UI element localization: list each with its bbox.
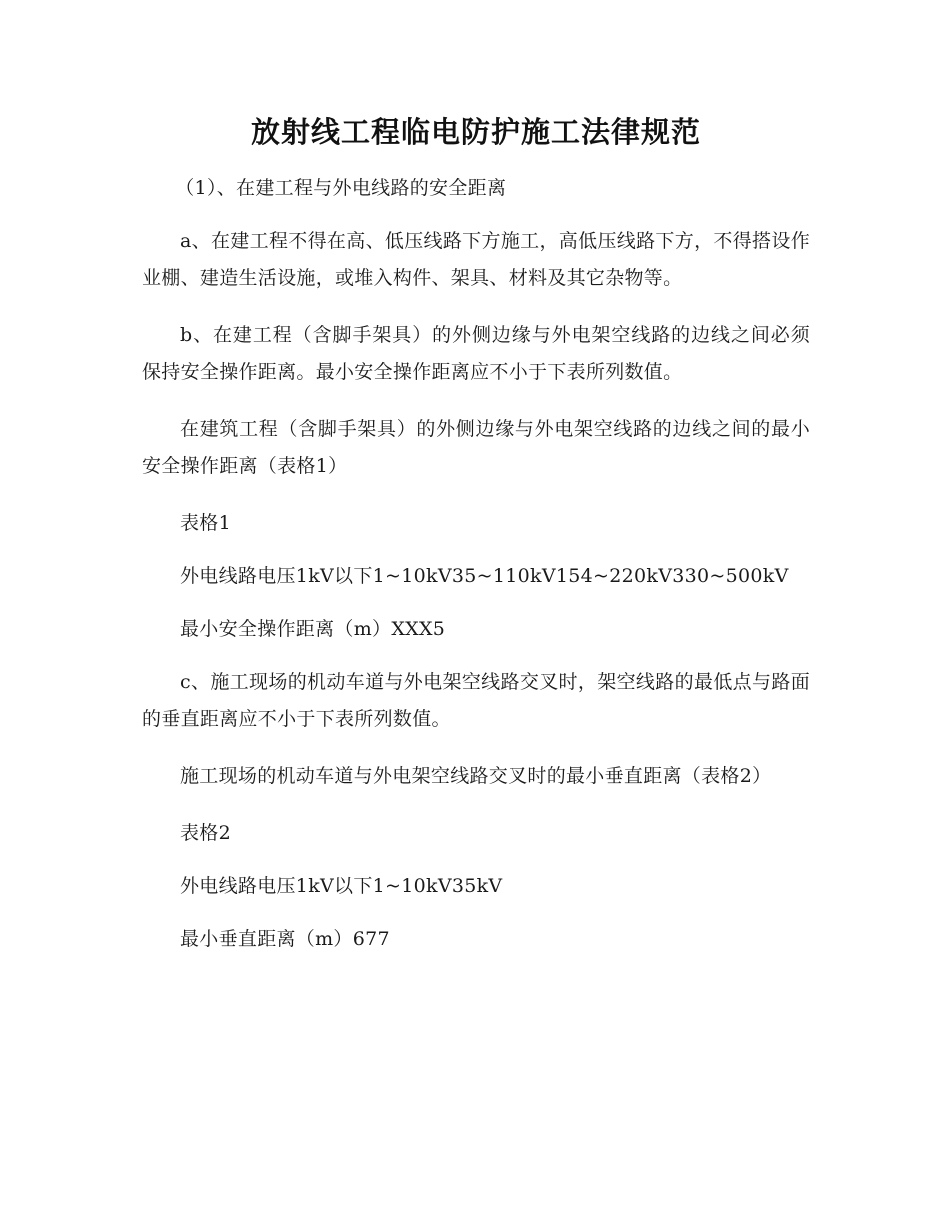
document-title: 放射线工程临电防护施工法律规范 xyxy=(250,115,701,149)
table1-distance-row: 最小安全操作距离（m）XXX5 xyxy=(180,618,446,640)
table2-label: 表格2 xyxy=(180,822,231,844)
table1-label: 表格1 xyxy=(180,512,231,534)
paragraph-c: c、施工现场的机动车道与外电架空线路交叉时，架空线路的最低点与路面的垂直距离应不小于下表所列数值。 xyxy=(142,671,810,730)
table1-caption: 在建筑工程（含脚手架具）的外侧边缘与外电架空线路的边线之间的最小安全操作距离（表格1） xyxy=(142,418,810,477)
table2-distance-row: 最小垂直距离（m）677 xyxy=(180,928,390,950)
table1-voltage-row: 外电线路电压1kV以下1~10kV35~110kV154~220kV330~500kV xyxy=(180,565,789,587)
section-heading: （1）、在建工程与外电线路的安全距离 xyxy=(175,177,507,199)
paragraph-b: b、在建工程（含脚手架具）的外侧边缘与外电架空线路的边线之间必须保持安全操作距离。最小安全操作距离应不小于下表所列数值。 xyxy=(142,324,810,383)
table2-voltage-row: 外电线路电压1kV以下1~10kV35kV xyxy=(180,875,503,897)
table2-caption: 施工现场的机动车道与外电架空线路交叉时的最小垂直距离（表格2） xyxy=(180,765,772,787)
paragraph-a: a、在建工程不得在高、低压线路下方施工，高低压线路下方，不得搭设作业棚、建造生活设施，或堆入构件、架具、材料及其它杂物等。 xyxy=(142,230,810,289)
